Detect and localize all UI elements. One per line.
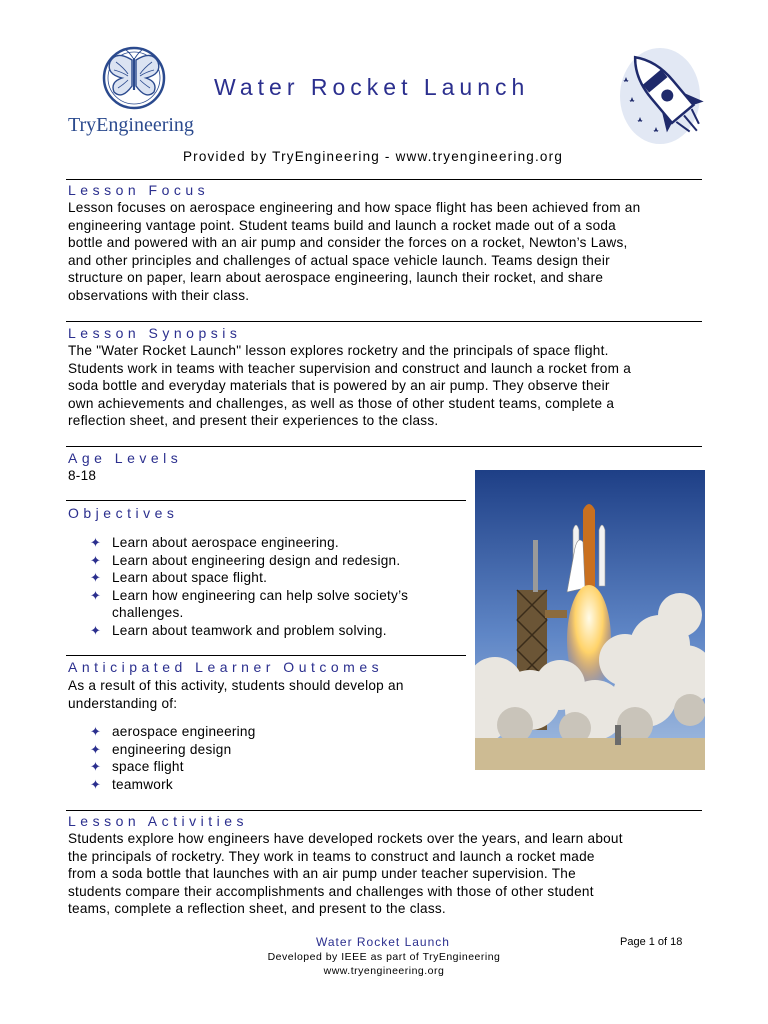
objectives-heading: Objectives: [68, 505, 179, 521]
text-line: observations with their class.: [68, 287, 250, 303]
list-item: [89, 622, 469, 640]
text-line: engineering vantage point. Student teams build and launch a rocket made out of a soda: [68, 217, 616, 233]
footer-title: Water Rocket Launch: [316, 935, 450, 949]
lesson-focus-heading: Lesson Focus: [68, 182, 210, 198]
lesson-synopsis-text: [68, 342, 631, 430]
lesson-activities-text: [68, 830, 623, 918]
four-point-star-icon: ✦: [90, 552, 102, 568]
four-point-star-icon: ✦: [90, 535, 102, 550]
divider: [66, 446, 702, 447]
lesson-synopsis-heading: Lesson Synopsis: [68, 325, 242, 341]
list-item: [89, 569, 469, 587]
list-item: [89, 534, 469, 552]
footer-developed: Developed by IEEE as part of TryEngineering: [267, 951, 501, 963]
list-item: [89, 723, 449, 741]
divider: [66, 179, 702, 180]
shuttle-launch-photo: [475, 470, 705, 770]
rocket-icon: [614, 42, 718, 146]
four-point-star-icon: ✦: [90, 759, 102, 774]
divider: [66, 500, 466, 501]
list-item-text: Learn how engineering can help solve society’s: [112, 587, 409, 603]
list-item: [89, 587, 469, 622]
page-number: Page 1 of 18: [620, 936, 683, 948]
text-line: Lesson focuses on aerospace engineering and how space flight has been achieved from an: [68, 200, 641, 215]
four-point-star-icon: ✦: [90, 741, 102, 757]
four-point-star-icon: ✦: [90, 570, 102, 585]
text-line: soda bottle and everyday materials that is powered by an air pump. They observe their: [68, 378, 610, 393]
divider: [66, 321, 702, 322]
text-line: Students work in teams with teacher supervision and construct and launch a rocket from a: [68, 360, 632, 376]
text-line: Students explore how engineers have developed rockets over the years, and learn about: [68, 831, 623, 846]
list-item: [89, 776, 449, 794]
text-line: reflection sheet, and present their experiences to the class.: [68, 413, 439, 428]
text-line: the principals of rocketry. They work in teams to construct and launch a rocket made: [68, 848, 595, 864]
outcomes-intro: [68, 677, 404, 712]
logo-text: TryEngineering: [68, 114, 194, 136]
objectives-list: [89, 534, 469, 639]
divider: [66, 655, 466, 656]
list-item: [89, 552, 469, 570]
list-item: [89, 758, 449, 776]
page-title: Water Rocket Launch: [214, 74, 530, 100]
four-point-star-icon: ✦: [90, 587, 102, 603]
list-item-text: Learn about aerospace engineering.: [112, 535, 339, 550]
list-item-text: aerospace engineering: [112, 724, 256, 739]
four-point-star-icon: ✦: [90, 622, 102, 638]
text-line: The "Water Rocket Launch" lesson explores rocketry and the principals of space flight.: [68, 343, 609, 358]
tryengineering-logo: [66, 44, 206, 140]
footer-url: www.tryengineering.org: [323, 965, 445, 977]
four-point-star-icon: ✦: [90, 724, 102, 739]
text-line: bottle and powered with an air pump and consider the forces on a rocket, Newton’s Laws,: [68, 235, 628, 250]
list-item-text: engineering design: [112, 741, 232, 757]
butterfly-icon: [66, 44, 206, 114]
age-levels-value: 8-18: [68, 468, 97, 483]
text-line: structure on paper, learn about aerospace engineering, launch their rocket, and share: [68, 270, 604, 285]
text-line: own achievements and challenges, as well as those of other student teams, complete a: [68, 395, 615, 411]
four-point-star-icon: ✦: [90, 776, 102, 792]
outcomes-heading: Anticipated Learner Outcomes: [68, 659, 384, 675]
divider: [66, 810, 702, 811]
text-line: teams, complete a reflection sheet, and present to the class.: [68, 901, 446, 916]
list-item-text: Learn about teamwork and problem solving.: [112, 622, 387, 638]
age-levels-heading: Age Levels: [68, 450, 183, 466]
text-line: As a result of this activity, students should develop an: [68, 678, 404, 693]
outcomes-list: [89, 723, 449, 793]
text-line: understanding of:: [68, 695, 178, 711]
provided-by: Provided by TryEngineering - www.tryengineering.org: [182, 149, 564, 164]
list-item-text: Learn about space flight.: [112, 570, 268, 585]
text-line: from a soda bottle that launches with an air pump under teacher supervision. The: [68, 866, 576, 881]
list-item-text: Learn about engineering design and redesign.: [112, 552, 401, 568]
list-item-text: teamwork: [112, 776, 173, 792]
text-line: and other principles and challenges of actual space vehicle launch. Teams design their: [68, 252, 610, 268]
list-item: [89, 741, 449, 759]
lesson-focus-text: [68, 199, 640, 304]
lesson-activities-heading: Lesson Activities: [68, 813, 248, 829]
list-item-text: challenges.: [112, 605, 184, 620]
list-item-text: space flight: [112, 759, 184, 774]
text-line: students compare their accomplishments and challenges with those of other student: [68, 883, 594, 899]
